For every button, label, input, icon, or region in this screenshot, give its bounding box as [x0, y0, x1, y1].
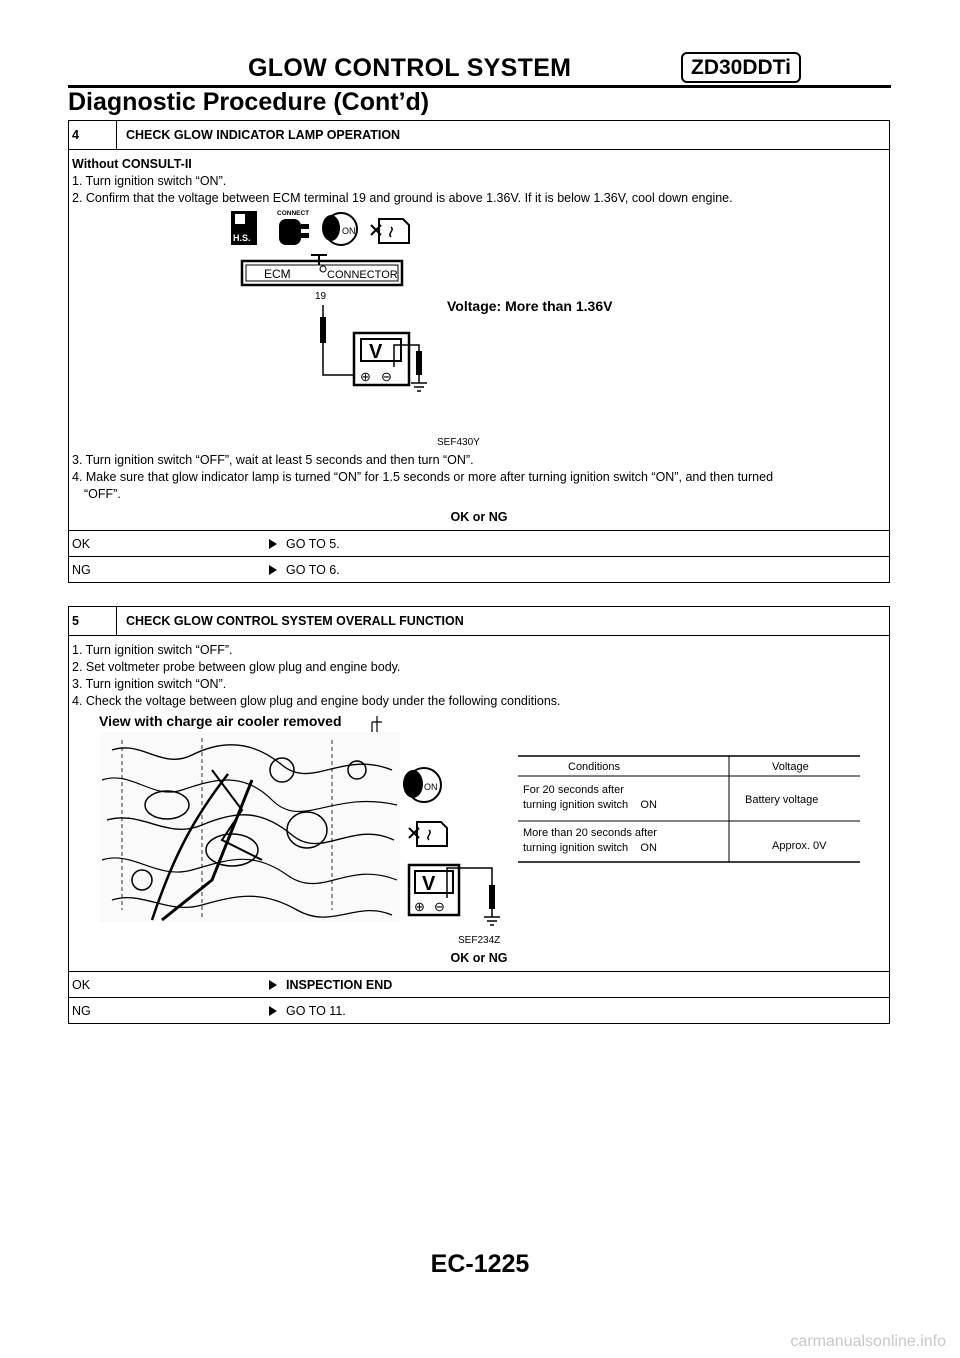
- figure-code: SEF430Y: [437, 437, 480, 448]
- step-5-box: [68, 606, 890, 1024]
- table-row-1-cond-line2: turning ignition switch ON: [523, 799, 657, 811]
- connector-label: CONNECTOR: [327, 269, 398, 281]
- step-5-line: 2. Set voltmeter probe between glow plug and engine body.: [72, 660, 401, 674]
- model-code-badge: ZD30DDTi: [681, 52, 801, 83]
- arrow-right-icon: [269, 998, 279, 1023]
- hs-label: H.S.: [233, 233, 251, 243]
- conditions-table: [518, 756, 860, 862]
- step-5-okng: OK or NG: [450, 951, 508, 965]
- ecm-voltage-figure: [219, 207, 739, 452]
- step-5-result-ng: [69, 997, 889, 1023]
- step-4-line: 3. Turn ignition switch “OFF”, wait at least 5 seconds and then turn “ON”.: [72, 453, 474, 467]
- key-on-label: ON: [424, 782, 438, 792]
- step-4-result-ng: [69, 556, 889, 582]
- connect-label: CONNECT: [277, 210, 310, 217]
- step-4-line: 1. Turn ignition switch “ON”.: [72, 174, 227, 188]
- ecm-label: ECM: [264, 267, 291, 281]
- meter-letter: V: [369, 341, 383, 363]
- step-4-line: “OFF”.: [84, 487, 121, 501]
- arrow-right-icon: [269, 557, 279, 582]
- table-header-conditions: Conditions: [568, 761, 620, 773]
- step-5-line: 3. Turn ignition switch “ON”.: [72, 677, 227, 691]
- table-row-2-cond-line2: turning ignition switch ON: [523, 842, 657, 854]
- page-subtitle: Diagnostic Procedure (Cont’d): [68, 88, 430, 116]
- step-4-box: [68, 120, 890, 583]
- result-code: NG: [72, 562, 91, 577]
- meter-letter: V: [422, 873, 436, 895]
- voltmeter: [320, 305, 427, 391]
- ecm-connector: [242, 255, 402, 302]
- figure-code: SEF234Z: [458, 935, 501, 946]
- step-5-line: 4. Check the voltage between glow plug and engine body under the following conditions.: [72, 694, 561, 708]
- table-row-2-voltage: Approx. 0V: [772, 840, 827, 852]
- step-5-header: [69, 607, 889, 636]
- result-code: OK: [72, 977, 91, 992]
- meter-minus: ⊖: [381, 369, 392, 384]
- meter-plus: ⊕: [414, 899, 425, 914]
- view-note: View with charge air cooler removed: [99, 713, 342, 729]
- voltmeter: [409, 865, 500, 925]
- step-5-line: 1. Turn ignition switch “OFF”.: [72, 643, 233, 657]
- step-4-line: 2. Confirm that the voltage between ECM terminal 19 and ground is above 1.36V. If it is below 1.36V, cool down engine.: [72, 191, 733, 205]
- result-action: INSPECTION END: [286, 977, 393, 992]
- ignition-key-icon: [322, 213, 357, 245]
- step-4-header: [69, 121, 889, 150]
- step-5-title: CHECK GLOW CONTROL SYSTEM OVERALL FUNCTION: [126, 614, 464, 628]
- key-on-label: ON: [342, 226, 356, 236]
- result-action: GO TO 11.: [286, 1003, 346, 1018]
- step-4-body: [69, 150, 889, 530]
- meter-minus: ⊖: [434, 899, 445, 914]
- meter-plus: ⊕: [360, 369, 371, 384]
- step-4-result-ok: [69, 530, 889, 556]
- table-row-1-voltage: Battery voltage: [745, 794, 819, 806]
- page-number: EC-1225: [430, 1250, 530, 1278]
- glow-plug-figure: [72, 710, 884, 950]
- arrow-right-icon: [269, 531, 279, 556]
- engine-icon: [409, 822, 447, 846]
- step-4-number: 4: [69, 121, 117, 149]
- step-4-title: CHECK GLOW INDICATOR LAMP OPERATION: [126, 128, 401, 142]
- step-4-line: 4. Make sure that glow indicator lamp is turned “ON” for 1.5 seconds or more after turning ignition switch “ON”, and then turned: [72, 470, 774, 484]
- step-5-number: 5: [69, 607, 117, 635]
- ignition-key-icon: [403, 768, 441, 802]
- arrow-right-icon: [269, 972, 279, 997]
- result-code: NG: [72, 1003, 91, 1018]
- result-action: GO TO 5.: [286, 536, 340, 551]
- engine-photo: [100, 732, 400, 922]
- section-title: GLOW CONTROL SYSTEM: [248, 54, 572, 82]
- step-4-mode: Without CONSULT-II: [72, 157, 192, 171]
- engine-icon: [371, 219, 409, 243]
- result-action: GO TO 6.: [286, 562, 340, 577]
- step-5-body: [69, 636, 889, 971]
- voltage-spec: Voltage: More than 1.36V: [447, 298, 613, 314]
- step-4-okng: OK or NG: [450, 510, 508, 524]
- watermark: carmanualsonline.info: [790, 1333, 946, 1350]
- table-row-1-cond-line1: For 20 seconds after: [523, 784, 624, 796]
- connect-icon: [277, 210, 309, 245]
- result-code: OK: [72, 536, 91, 551]
- step-5-result-ok: [69, 971, 889, 997]
- table-row-2-cond-line1: More than 20 seconds after: [523, 827, 657, 839]
- hs-icon: [231, 211, 257, 245]
- table-header-voltage: Voltage: [772, 761, 809, 773]
- terminal-number: 19: [315, 291, 327, 302]
